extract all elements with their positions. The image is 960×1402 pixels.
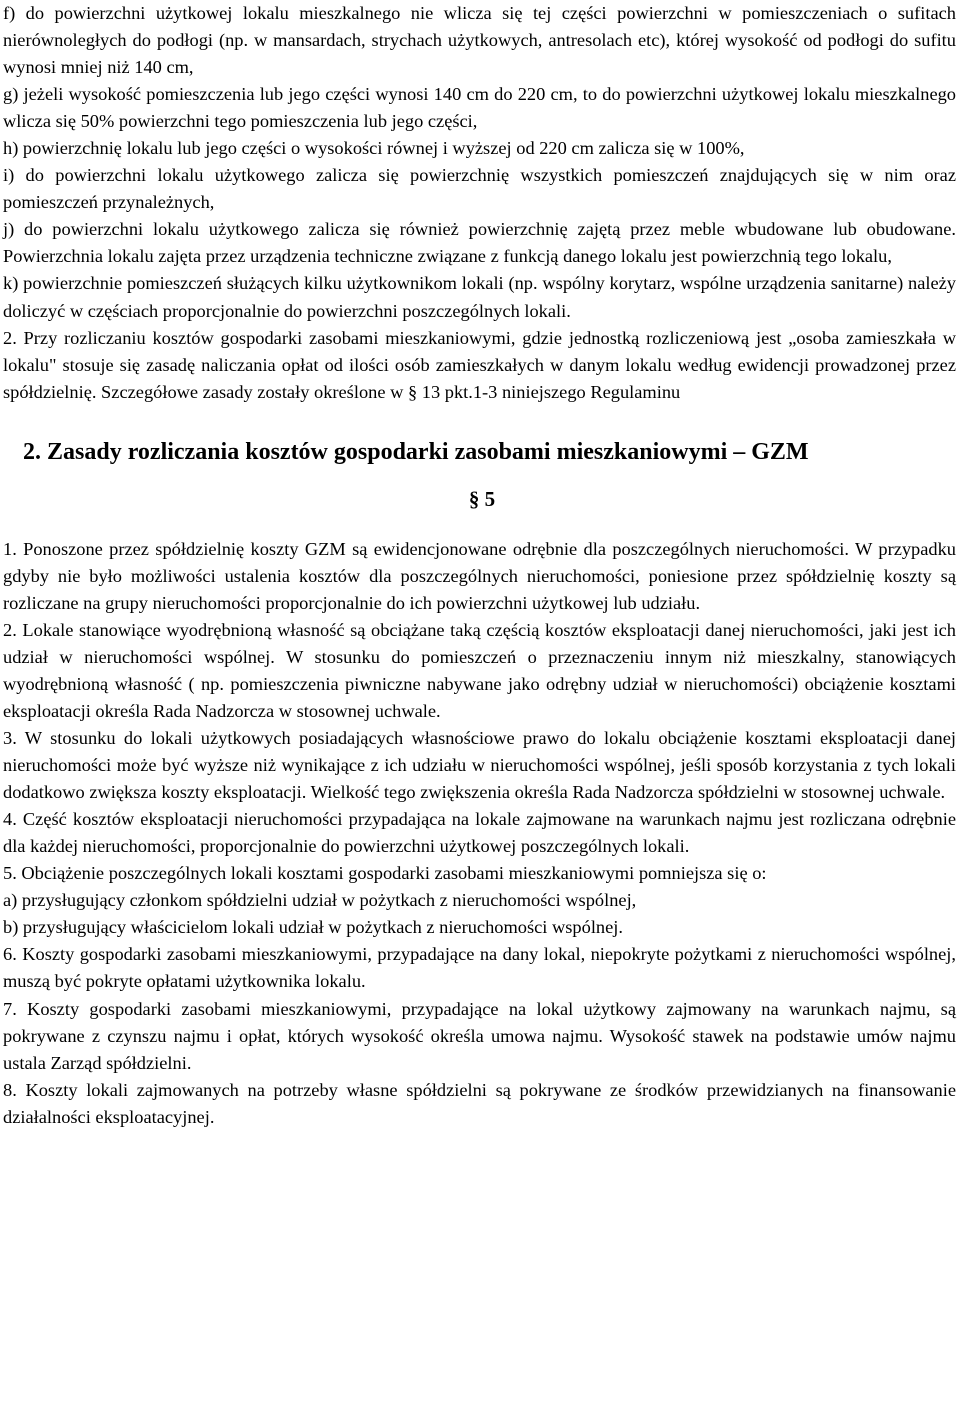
paragraph-i: i) do powierzchni lokalu użytkowego zalicza się powierzchnię wszystkich pomieszczeń znajdujących się w nim oraz pomieszczeń przynależnych, — [3, 165, 956, 213]
section-title: 2. Zasady rozliczania kosztów gospodarki zasobami mieszkaniowymi – GZM — [23, 438, 809, 465]
paragraph-k: k) powierzchnie pomieszczeń służących kilku użytkownikom lokali (np. wspólny korytarz, wspólne urządzenia sanitarne) należy doliczyć w częściach proporcjonalnie do powierzchni poszczególnych lokali. — [3, 273, 956, 321]
section-number: § 5 — [468, 486, 496, 511]
section-paragraph-4: 4. Część kosztów eksploatacji nieruchomości przypadająca na lokale zajmowane na warunkach najmu jest rozliczana odrębnie dla każdej nieruchomości, proporcjonalnie do powierzchni użytkowej poszczególnych lokali. — [3, 809, 956, 857]
section-paragraph-5: 5. Obciążenie poszczególnych lokali kosztami gospodarki zasobami mieszkaniowymi pomniejsza się o: — [3, 863, 767, 884]
section-paragraph-8: 8. Koszty lokali zajmowanych na potrzeby własne spółdzielni są pokrywane ze środków przewidzianych na finansowanie działalności eksploatacyjnej. — [3, 1079, 956, 1127]
section-paragraph-1: 1. Ponoszone przez spółdzielnię koszty GZM są ewidencjonowane odrębnie dla poszczególnych nieruchomości. W przypadku gdyby nie było możliwości ustalenia kosztów dla poszczególnych nieruchomości, poniesione przez spółdzielnię koszty są rozliczane na grupy nieruchomości proporcjonalnie do ich powierzchni użytkowej lub udziału. — [3, 538, 956, 613]
section-paragraph-5b: b) przysługujący właścicielom lokali udział w pożytkach z nieruchomości wspólnej. — [3, 917, 623, 938]
paragraph-2-settlement: 2. Przy rozliczaniu kosztów gospodarki zasobami mieszkaniowymi, gdzie jednostką rozliczeniową jest „osoba zamieszkała w lokalu" stosuje się zasadę naliczania opłat od ilości osób zamieszkałych w danym lokalu według ewidencji prowadzonej przez spółdzielnię. Szczegółowe zasady zostały określone w § 13 pkt.1-3 niniejszego Regulaminu — [3, 327, 956, 402]
section-paragraph-7: 7. Koszty gospodarki zasobami mieszkaniowymi, przypadające na lokal użytkowy zajmowany na warunkach najmu, są pokrywane z czynszu najmu i opłat, których wysokość określa umowa najmu. Wysokość stawek na podstawie umów najmu ustala Zarząd spółdzielni. — [3, 998, 956, 1073]
paragraph-g: g) jeżeli wysokość pomieszczenia lub jego części wynosi 140 cm do 220 cm, to do powierzchni użytkowej lokalu mieszkalnego wlicza się 50% powierzchni tego pomieszczenia lub jego części, — [3, 84, 956, 132]
section-paragraph-5a: a) przysługujący członkom spółdzielni udział w pożytkach z nieruchomości wspólnej, — [3, 890, 637, 911]
paragraph-h: h) powierzchnię lokalu lub jego części o wysokości równej i wyższej od 220 cm zalicza się w 100%, — [3, 138, 745, 159]
section-paragraph-6: 6. Koszty gospodarki zasobami mieszkaniowymi, przypadające na dany lokal, niepokryte pożytkami z nieruchomości wspólnej, muszą być pokryte opłatami użytkownika lokalu. — [3, 944, 956, 992]
section-paragraph-3: 3. W stosunku do lokali użytkowych posiadających własnościowe prawo do lokalu obciążenie kosztami eksploatacji danej nieruchomości może być wyższe niż wynikające z ich udziału w nieruchomości wspólnej, jeśli sposób korzystania z tych lokali dodatkowo zwiększa koszty eksploatacji. Wielkość tego zwiększenia określa Rada Nadzorcza spółdzielni w stosownej uchwale. — [3, 728, 956, 803]
paragraph-f: f) do powierzchni użytkowej lokalu mieszkalnego nie wlicza się tej części powierzchni w pomieszczeniach o sufitach nierównoległych do podłogi (np. w mansardach, strychach użytkowych, antresolach etc), której wysokość od podłogi do sufitu wynosi mniej niż 140 cm, — [3, 3, 956, 78]
section-paragraph-2: 2. Lokale stanowiące wyodrębnioną własność są obciążane taką częścią kosztów eksploatacji danej nieruchomości, jaki jest ich udział w nieruchomości wspólnej. W stosunku do pomieszczeń o przeznaczeniu innym niż mieszkalny, stanowiących wyodrębnioną własność ( np. pomieszczenia piwniczne nabywane jako odrębny udział w nieruchomości) obciążenie kosztami eksploatacji określa Rada Nadzorcza w stosownej uchwale. — [3, 619, 956, 721]
paragraph-j: j) do powierzchni lokalu użytkowego zalicza się również powierzchnię zajętą przez meble wbudowane lub obudowane. Powierzchnia lokalu zajęta przez urządzenia techniczne związane z funkcją danego lokalu jest powierzchnią tego lokalu, — [3, 219, 956, 267]
